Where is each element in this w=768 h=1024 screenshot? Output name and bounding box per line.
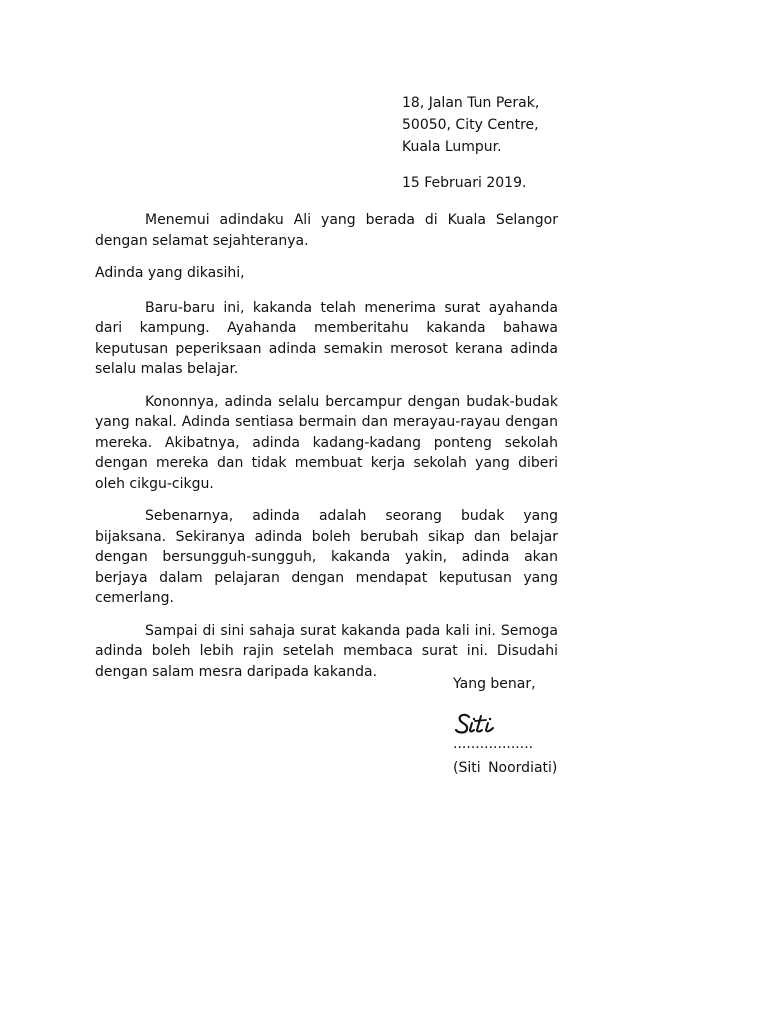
address-line-2: 50050, City Centre,: [402, 117, 539, 133]
address-line-1: 18, Jalan Tun Perak,: [402, 95, 540, 111]
signature-line: ..................: [453, 736, 534, 752]
letter-date: 15 Februari 2019.: [402, 175, 527, 191]
body-paragraph-3: Sebenarnya, adinda adalah seorang budak yang bijaksana. Sekiranya adinda boleh berubah sikap dan belajar dengan bersungguh-sungguh, kakanda yakin, adinda akan berjaya dalam pelajaran dengan mendapat keputusan yang cemerlang.: [95, 508, 558, 606]
salutation: Adinda yang dikasihi,: [95, 265, 245, 281]
opening-paragraph: Menemui adindaku Ali yang berada di Kuala Selangor dengan selamat sejahteranya.: [95, 212, 558, 249]
sender-address: [402, 92, 539, 158]
letter-body: [95, 210, 558, 694]
signer-name: (Siti Noordiati): [453, 760, 558, 776]
body-paragraph-4: Sampai di sini sahaja surat kakanda pada kali ini. Semoga adinda boleh lebih rajin setelah membaca surat ini. Disudahi dengan salam mesra daripada kakanda.: [95, 622, 558, 680]
closing-phrase: Yang benar,: [453, 676, 536, 692]
body-paragraph-2: Kononnya, adinda selalu bercampur dengan budak-budak yang nakal. Adinda sentiasa bermain dan merayau-rayau dengan mereka. Akibatnya, adinda kadang-kadang ponteng sekolah dengan mereka dan tidak membuat kerja sekolah yang diberi oleh cikgu-cikgu.: [95, 393, 558, 492]
body-paragraph-1: Baru-baru ini, kakanda telah menerima surat ayahanda dari kampung. Ayahanda memberitahu kakanda bahawa keputusan peperiksaan adinda semakin merosot kerana adinda selalu malas belajar.: [95, 299, 558, 377]
address-line-3: Kuala Lumpur.: [402, 139, 502, 155]
